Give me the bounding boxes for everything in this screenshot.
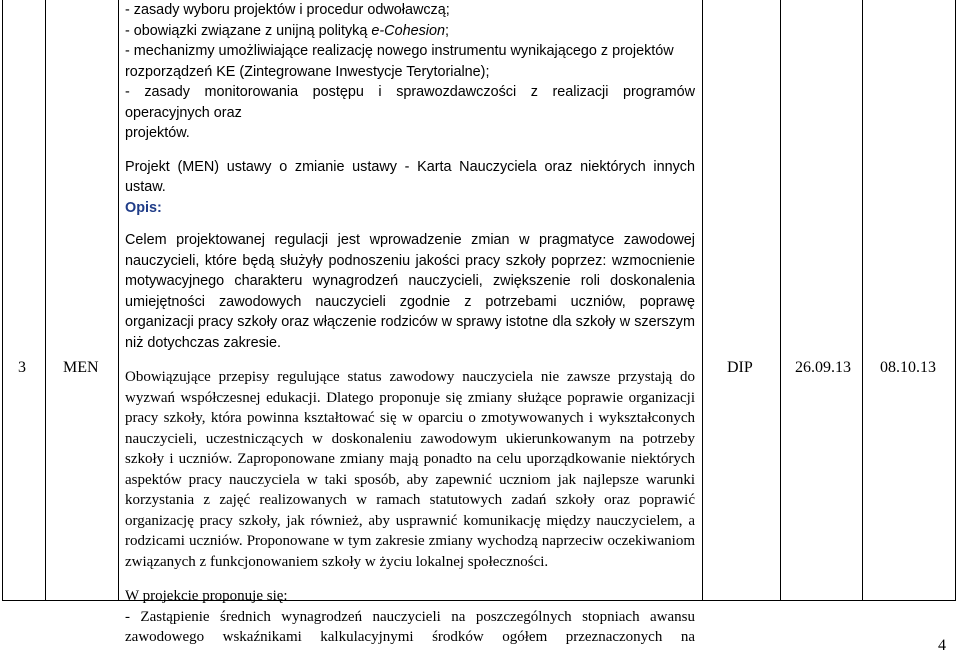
top-line-2-suffix: ; — [444, 22, 449, 39]
opis-label: Opis: — [125, 199, 162, 216]
table-border-left — [2, 0, 3, 601]
date-received-cell: 26.09.13 — [795, 359, 851, 376]
project-title: Projekt (MEN) ustawy o zmianie ustawy - Karta Nauczyciela oraz niektórych innych ustaw. — [125, 158, 695, 195]
top-line-6: operacyjnych oraz — [125, 104, 242, 121]
institution-cell: MEN — [63, 359, 99, 376]
table-border-col4 — [780, 0, 781, 601]
top-line-2-prefix: - obowiązki związane z unijną polityką — [125, 22, 372, 39]
table-border-col5 — [862, 0, 863, 601]
table-border-col3 — [702, 0, 703, 601]
description-cell — [125, 0, 695, 648]
page-number: 4 — [938, 637, 946, 654]
date-processed-cell: 08.10.13 — [880, 359, 936, 376]
department-cell: DIP — [727, 359, 753, 376]
main-text: Obowiązujące przepisy regulujące status zawodowy nauczyciela nie zawsze przystają do wyzwań współczesnej edukacji. Dlatego proponuje się zmiany służące poprawie organizacji pracy szkoły, która powinna kształtować się w oparciu o zmotywowanych i wykształconych nauczycieli, uczestniczących w doskonaleniu zawodowym ukierunkowanym na potrzeby szkoły i uczniów. Zaproponowane zmiany mają ponadto na celu uporządkowanie niektórych aspektów pracy nauczyciela w taki sposób, aby zapewnić uczniom jak najlepsze warunki korzystania z zajęć realizowanych w ramach statutowych zadań szkoły oraz poprawić organizację pracy szkoły, jak również, aby usprawnić komunikację między nauczycielem, a rodzicami uczniów. Proponowane w tym zakresie zmiany wychodzą naprzeciw oczekiwaniom związanych z funkcjonowaniem szkoły w życiu lokalnej społeczności. — [125, 369, 695, 570]
top-line-7: projektów. — [125, 125, 190, 141]
top-line-2 — [125, 21, 695, 42]
proposal-line-1: - Zastąpienie średnich wynagrodzeń nauczycieli na poszczególnych stopniach awansu — [125, 608, 695, 625]
top-line-1: - zasady wyboru projektów i procedur odwoławczą; — [125, 2, 450, 18]
proposal-intro: W projekcie proponuje się: — [125, 588, 288, 604]
top-line-3: - mechanizmy umożliwiające realizację nowego instrumentu wynikającego z projektów — [125, 43, 674, 59]
top-block — [125, 0, 695, 144]
table-border-col1 — [45, 0, 46, 601]
proposal-line-2: zawodowego wskaźnikami kalkulacyjnymi środków ogółem przeznaczonych na — [125, 629, 695, 645]
top-line-5: - zasady monitorowania postępu i sprawozdawczości z realizacji programów — [125, 84, 695, 100]
table-border-col2 — [118, 0, 119, 601]
opis-text: Celem projektowanej regulacji jest wprowadzenie zmian w pragmatyce zawodowej nauczycieli, które będą służyły podnoszeniu jakości pracy szkoły poprzez: wzmocnienie motywacyjnego charakteru wynagrodzeń nauczycieli, zwiększenie roli doskonalenia umiejętności zawodowych nauczycieli zgodnie z potrzebami uczniów, poprawę organizacji pracy szkoły oraz włączenie rodziców w sprawy istotne dla szkoły w szerszym niż dotychczas zakresie. — [125, 232, 695, 351]
top-line-2-italic: e-Cohesion — [371, 22, 445, 39]
row-number: 3 — [18, 359, 26, 376]
table-border-right — [955, 0, 956, 601]
top-line-4: rozporządzeń KE (Zintegrowane Inwestycje Terytorialne); — [125, 63, 490, 80]
